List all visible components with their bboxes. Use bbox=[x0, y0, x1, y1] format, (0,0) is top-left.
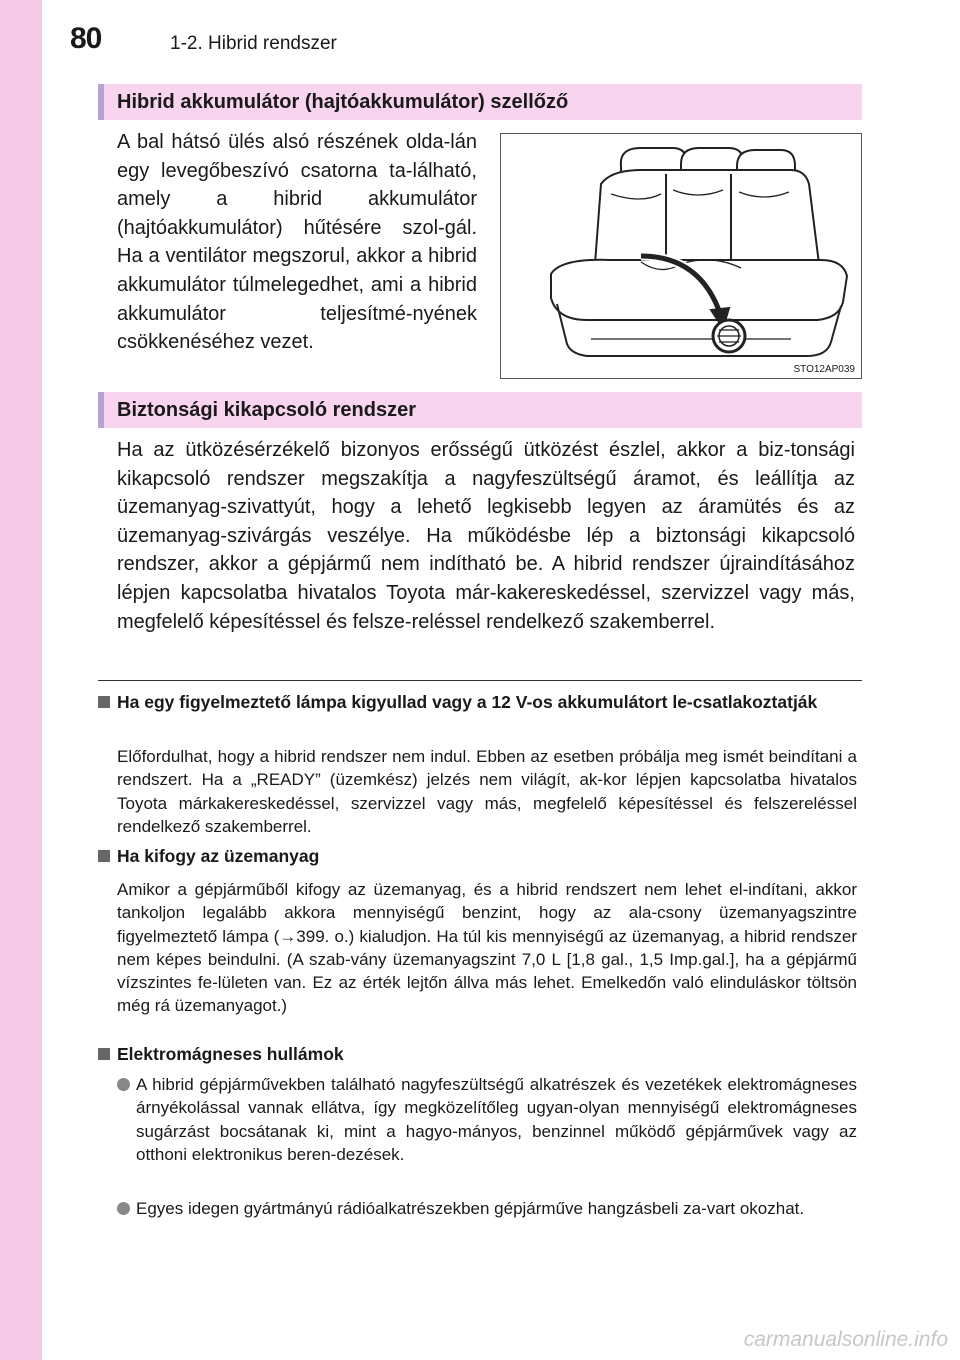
bullet-text: A hibrid gépjárművekben található nagyfeszültségű alkatrészek és vezetékek elektromágneses árnyékolással vannak ellátva, így megközelítőleg ugyan-olyan mennyiségű elektromágneses sugárzást bocsátanak ki, mint a hagyo-mányos, benzinnel működő gépjárművek vagy az otthoni elektronikus beren-dezések. bbox=[136, 1075, 857, 1164]
side-color-strip bbox=[0, 0, 42, 1360]
rear-seat-illustration bbox=[501, 134, 861, 378]
note-text-fuel: Amikor a gépjárműből kifogy az üzemanyag, és a hibrid rendszert nem lehet el-indítani, akkor tankoljon legalább akkora mennyiségű benzint, hogy az ala-csony üzemanyagszintre figyelmeztető lámpa (→399. o.) kialudjon. Ha túl kis mennyiségű az üzemanyag, a hibrid rendszer nem képes beindulni. (A szab-vány üzemanyagszint 7,0 L [1,8 gal., 1,5 Imp.gal.], ha a gépjármű vízszintes fe-lületen van. Ez az érték lejtőn állva más lehet. Emelkedőn való elinduláskor töltsön még rá üzemanyagot.) bbox=[117, 880, 857, 1016]
square-bullet-icon bbox=[98, 696, 110, 708]
safety-cutoff-text: Ha az ütközésérzékelő bizonyos erősségű ütközést észlel, akkor a biz-tonsági kikapcsoló rendszer megszakítja a nagyfeszültségű áramot, és leállítja az üzemanyag-szivattyút, hogy a lehető legkisebb legyen az áramütés és az üzemanyag-szivárgás veszélye. Ha működésbe lép a biztonsági kikapcsoló rendszer, akkor a gépjármű nem indítható be. A hibrid rendszer újraindításához lépjen kapcsolatba hivatalos Toyota már-kakereskedéssel, szervizzel vagy más, megfelelő képesítéssel és felsze-reléssel rendelkező szakemberrel. bbox=[117, 439, 855, 633]
note-text-warning-lamp: Előfordulhat, hogy a hibrid rendszer nem indul. Ebben az esetben próbálja meg ismét beindítani a rendszert. Ha a „READY” (üzemkész) jelzés nem világít, ak-kor lépjen kapcsolatba hivatalos Toyota márkakereskedéssel, szervizzel vagy más, megfelelő képesítéssel és felszereléssel rendelkező szakemberrel. bbox=[117, 747, 857, 836]
section-header-safety-cutoff: Biztonsági kikapcsoló rendszer bbox=[98, 392, 862, 428]
bullet-item bbox=[117, 1073, 857, 1166]
note-heading-warning-lamp bbox=[98, 690, 858, 714]
section-header-battery-vent: Hibrid akkumulátor (hajtóakkumulátor) szellőző bbox=[98, 84, 862, 120]
note-heading-text: Elektromágneses hullámok bbox=[117, 1044, 344, 1064]
rear-seat-figure bbox=[500, 133, 862, 379]
note-heading-em-waves bbox=[98, 1042, 344, 1066]
figure-code: STO12AP039 bbox=[793, 364, 855, 375]
bullet-text: Egyes idegen gyártmányú rádióalkatrészekben gépjárműve hangzásbeli za-vart okozhat. bbox=[136, 1199, 805, 1218]
chapter-title: 1-2. Hibrid rendszer bbox=[170, 33, 337, 54]
circle-bullet-icon bbox=[117, 1202, 130, 1215]
page-number: 80 bbox=[70, 22, 102, 55]
bullet-item bbox=[117, 1197, 857, 1220]
battery-vent-text: A bal hátsó ülés alsó részének olda-lán egy levegőbeszívó csatorna ta-lálható, amely a hibrid akkumulátor (hajtóakkumulátor) hűtésére szol-gál. Ha a ventilátor megszorul, akkor a hibrid akkumulátor túlmelegedhet, ami a hibrid akkumulátor teljesítmé-nyének csökkenéséhez vezet. bbox=[117, 131, 477, 354]
note-heading-fuel bbox=[98, 844, 319, 868]
note-heading-text: Ha kifogy az üzemanyag bbox=[117, 846, 320, 866]
circle-bullet-icon bbox=[117, 1078, 130, 1091]
square-bullet-icon bbox=[98, 850, 110, 862]
divider bbox=[98, 680, 862, 681]
square-bullet-icon bbox=[98, 1048, 110, 1060]
note-heading-text: Ha egy figyelmeztető lámpa kigyullad vagy a 12 V-os akkumulátort le-csatlakoztatják bbox=[117, 692, 818, 712]
watermark: carmanualsonline.info bbox=[743, 1328, 948, 1351]
